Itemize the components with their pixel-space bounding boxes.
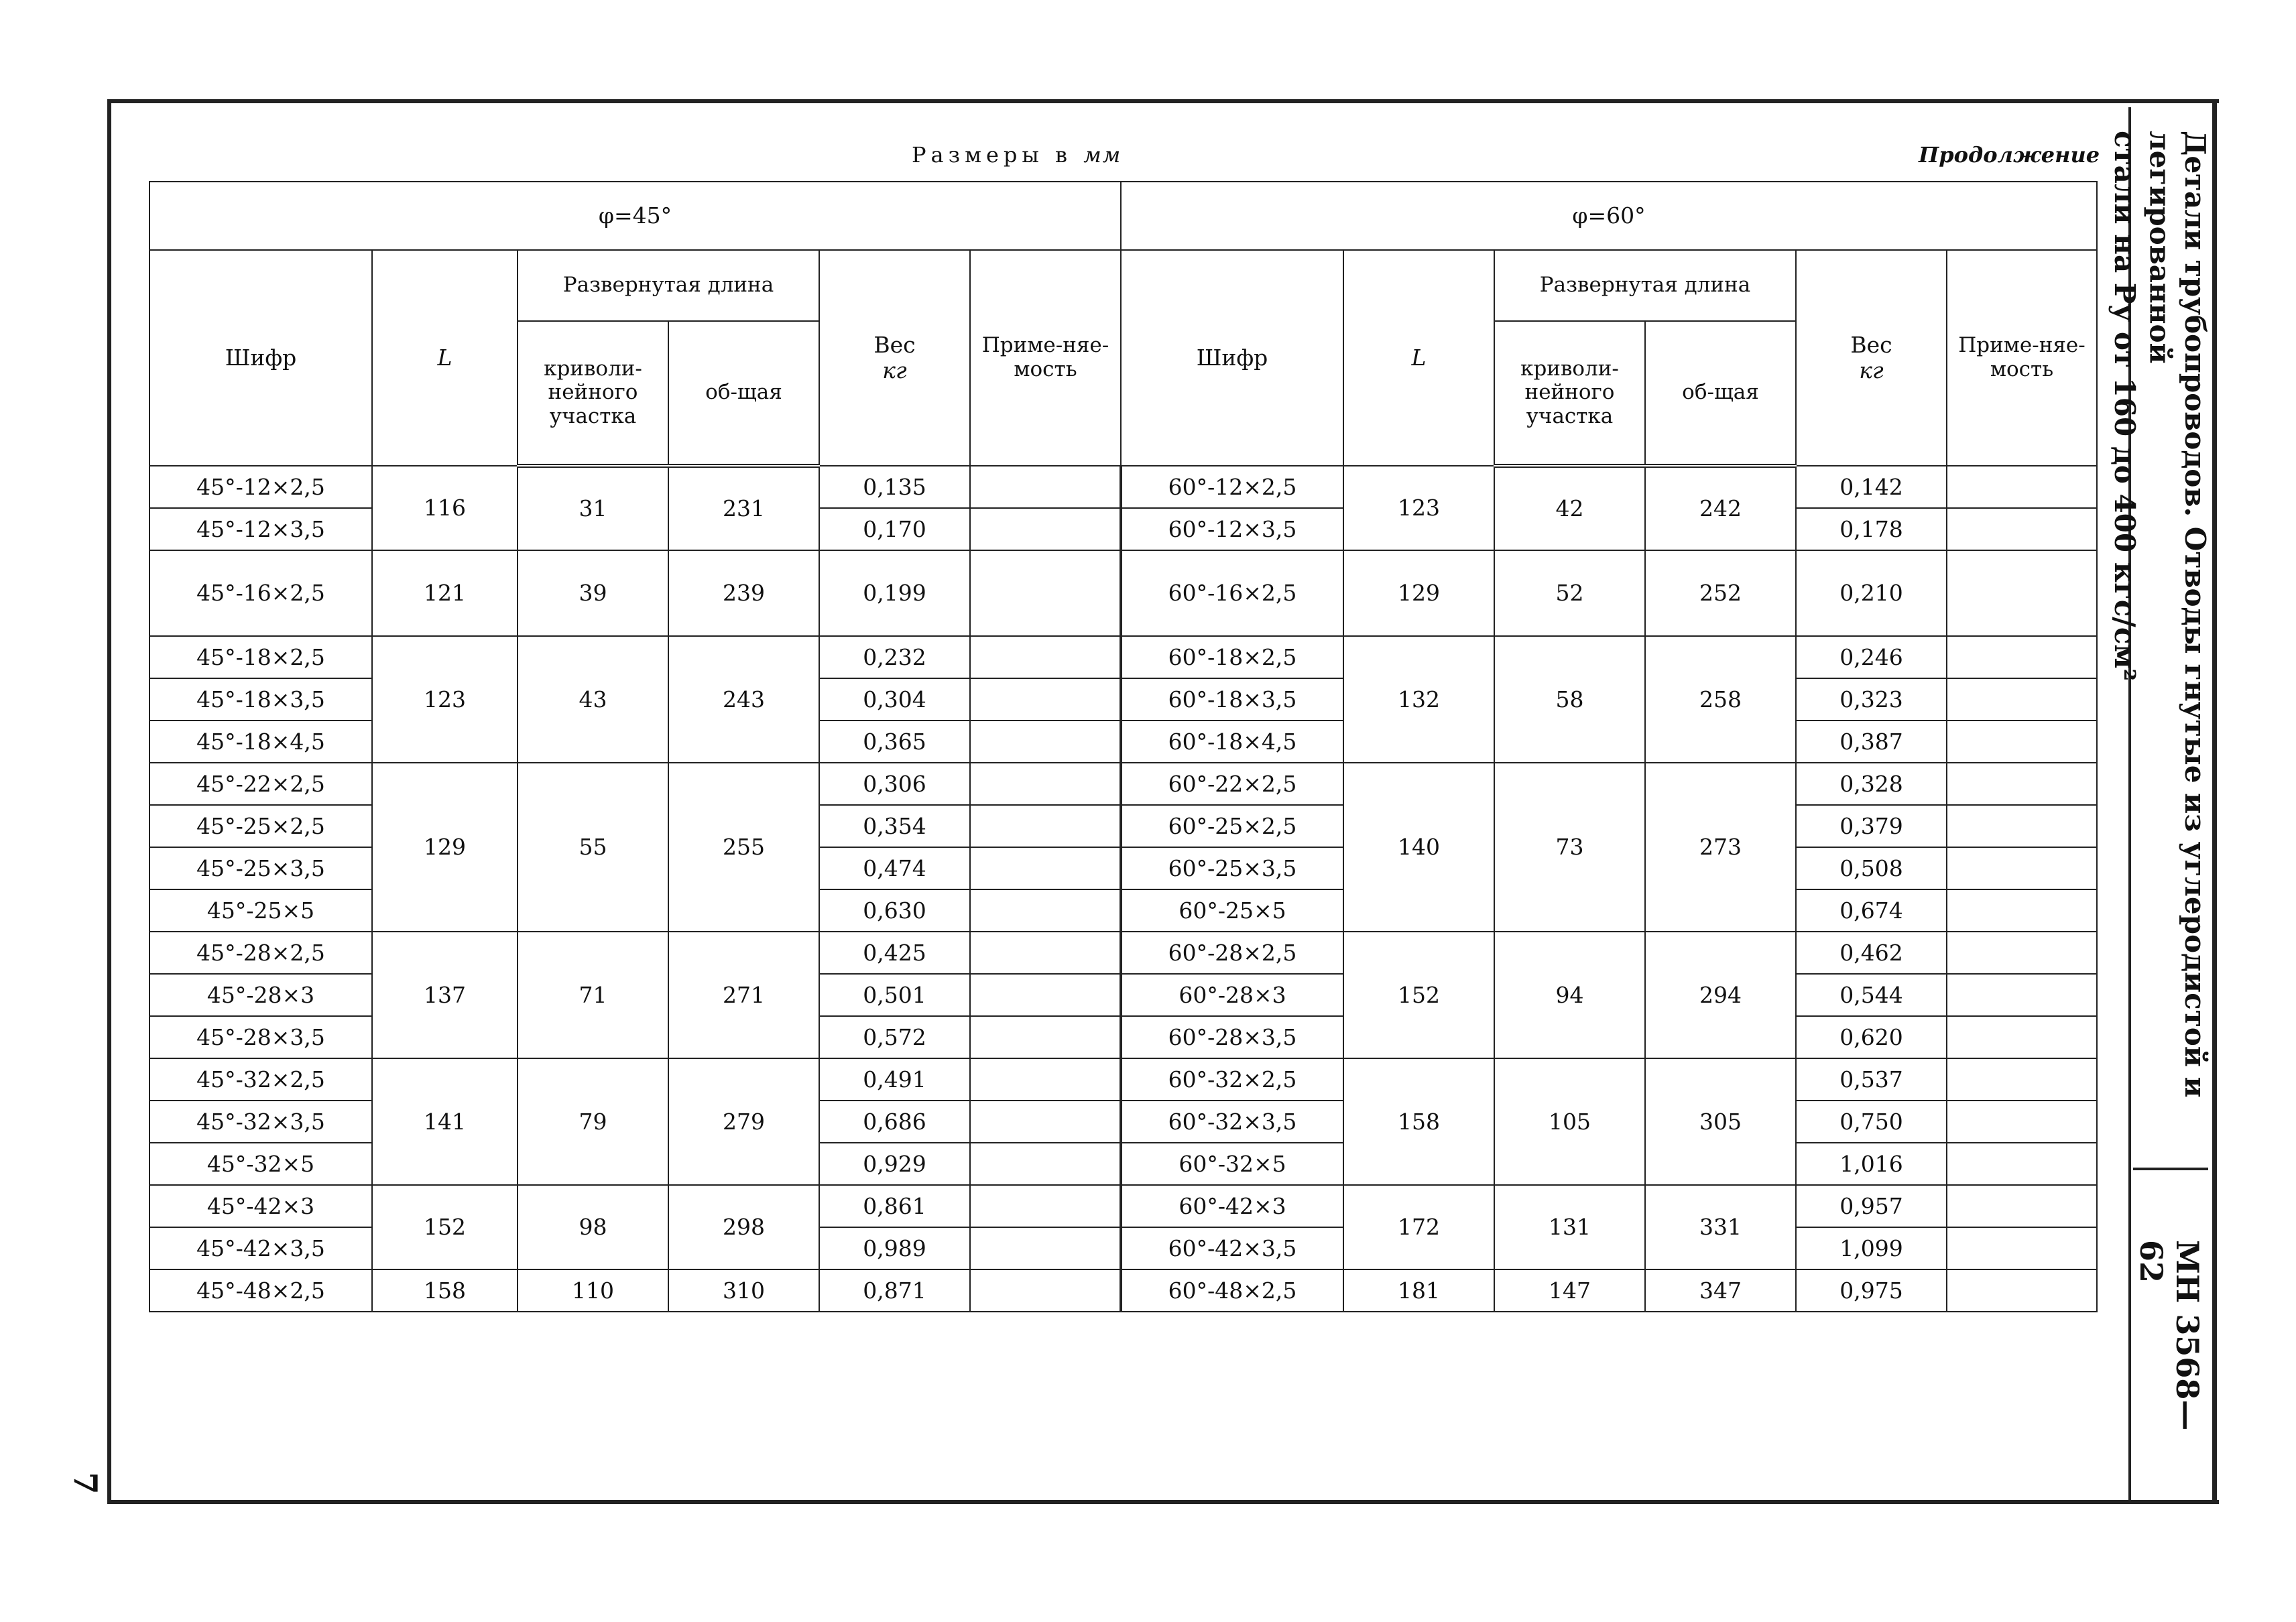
cell-applic-45 — [970, 1227, 1121, 1269]
cell-weight-45: 0,304 — [819, 678, 970, 721]
side-title-line2: стали на Pу от 160 до 400 кгс/см² — [2108, 131, 2141, 682]
cell-total-60: 294 — [1645, 932, 1796, 1058]
header-applic-60: Приме-няе-мость — [1947, 250, 2097, 466]
cell-applic-60 — [1947, 508, 2097, 550]
cell-weight-60: 1,016 — [1796, 1143, 1947, 1185]
cell-L-45: 121 — [372, 550, 518, 636]
cell-weight-45: 0,630 — [819, 889, 970, 932]
cell-L-60: 140 — [1343, 763, 1494, 932]
cell-L-60: 152 — [1343, 932, 1494, 1058]
header-total-60: об-щая — [1645, 321, 1796, 466]
cell-code-45: 45°-32×2,5 — [149, 1058, 372, 1101]
cell-L-60: 158 — [1343, 1058, 1494, 1185]
cell-weight-60: 0,462 — [1796, 932, 1947, 974]
cell-weight-45: 0,861 — [819, 1185, 970, 1227]
side-title-line1: Детали трубопроводов. Отводы гнутые из углеродистой и легированной — [2143, 131, 2212, 1098]
cell-total-60: 242 — [1645, 466, 1796, 550]
cell-curv-45: 79 — [518, 1058, 668, 1185]
cell-applic-45 — [970, 636, 1121, 678]
units-unit: мм — [1083, 142, 1122, 168]
cell-L-45: 129 — [372, 763, 518, 932]
cell-applic-45 — [970, 508, 1121, 550]
cell-applic-45 — [970, 1101, 1121, 1143]
cell-applic-60 — [1947, 763, 2097, 805]
cell-total-60: 331 — [1645, 1185, 1796, 1269]
cell-code-60: 60°-12×3,5 — [1121, 508, 1343, 550]
cell-applic-60 — [1947, 1016, 2097, 1058]
cell-weight-45: 0,199 — [819, 550, 970, 636]
cell-total-60: 273 — [1645, 763, 1796, 932]
cell-weight-60: 0,957 — [1796, 1185, 1947, 1227]
units-label: Размеры в — [912, 142, 1073, 168]
header-curv-45: криволи-нейного участка — [518, 321, 668, 466]
cell-total-45: 255 — [668, 763, 819, 932]
side-panel-divider — [2133, 1168, 2208, 1170]
cell-L-60: 181 — [1343, 1269, 1494, 1312]
cell-applic-45 — [970, 932, 1121, 974]
cell-curv-45: 110 — [518, 1269, 668, 1312]
table-row — [149, 466, 2097, 508]
cell-curv-60: 73 — [1494, 763, 1645, 932]
cell-total-45: 279 — [668, 1058, 819, 1185]
dimensions-table — [149, 181, 2098, 1312]
cell-code-45: 45°-12×2,5 — [149, 466, 372, 508]
cell-weight-45: 0,989 — [819, 1227, 970, 1269]
cell-applic-60 — [1947, 636, 2097, 678]
cell-code-45: 45°-25×5 — [149, 889, 372, 932]
cell-weight-45: 0,354 — [819, 805, 970, 847]
cell-weight-60: 0,379 — [1796, 805, 1947, 847]
cell-total-60: 258 — [1645, 636, 1796, 763]
header-dev-len-45: Развернутая длина — [518, 250, 819, 321]
cell-weight-60: 0,323 — [1796, 678, 1947, 721]
cell-applic-60 — [1947, 847, 2097, 889]
cell-code-60: 60°-48×2,5 — [1121, 1269, 1343, 1312]
cell-code-60: 60°-32×3,5 — [1121, 1101, 1343, 1143]
cell-applic-45 — [970, 550, 1121, 636]
cell-applic-60 — [1947, 974, 2097, 1016]
cell-curv-60: 94 — [1494, 932, 1645, 1058]
cell-curv-45: 43 — [518, 636, 668, 763]
table-row — [149, 1058, 2097, 1101]
header-phi-60: φ=60° — [1121, 182, 2097, 250]
cell-code-45: 45°-18×2,5 — [149, 636, 372, 678]
cell-total-60: 252 — [1645, 550, 1796, 636]
cell-weight-60: 0,387 — [1796, 721, 1947, 763]
cell-applic-45 — [970, 721, 1121, 763]
cell-weight-60: 0,178 — [1796, 508, 1947, 550]
cell-weight-45: 0,232 — [819, 636, 970, 678]
cell-weight-60: 0,508 — [1796, 847, 1947, 889]
cell-code-45: 45°-25×3,5 — [149, 847, 372, 889]
cell-total-45: 239 — [668, 550, 819, 636]
frame-top-border — [107, 99, 2219, 103]
header-code-60: Шифр — [1121, 250, 1343, 466]
units-caption — [912, 142, 1122, 168]
dimensions-table-container — [149, 181, 2096, 1312]
header-weight-60 — [1796, 250, 1947, 466]
cell-L-45: 158 — [372, 1269, 518, 1312]
cell-code-60: 60°-12×2,5 — [1121, 466, 1343, 508]
cell-applic-60 — [1947, 466, 2097, 508]
cell-weight-45: 0,929 — [819, 1143, 970, 1185]
header-applic-45: Приме-няе-мость — [970, 250, 1121, 466]
cell-code-45: 45°-32×5 — [149, 1143, 372, 1185]
cell-applic-45 — [970, 889, 1121, 932]
cell-weight-60: 0,537 — [1796, 1058, 1947, 1101]
cell-code-60: 60°-28×3 — [1121, 974, 1343, 1016]
cell-weight-45: 0,474 — [819, 847, 970, 889]
cell-code-45: 45°-28×2,5 — [149, 932, 372, 974]
cell-curv-60: 147 — [1494, 1269, 1645, 1312]
standard-code: МН 3568—62 — [2133, 1240, 2206, 1431]
cell-applic-45 — [970, 1143, 1121, 1185]
cell-code-60: 60°-32×5 — [1121, 1143, 1343, 1185]
header-total-45: об-щая — [668, 321, 819, 466]
header-curv-60: криволи-нейного участка — [1494, 321, 1645, 466]
cell-weight-45: 0,491 — [819, 1058, 970, 1101]
cell-applic-45 — [970, 678, 1121, 721]
cell-total-45: 310 — [668, 1269, 819, 1312]
cell-curv-45: 31 — [518, 466, 668, 550]
cell-code-60: 60°-18×2,5 — [1121, 636, 1343, 678]
cell-weight-60: 1,099 — [1796, 1227, 1947, 1269]
cell-code-60: 60°-42×3,5 — [1121, 1227, 1343, 1269]
cell-applic-45 — [970, 763, 1121, 805]
cell-total-45: 231 — [668, 466, 819, 550]
cell-applic-45 — [970, 1185, 1121, 1227]
cell-L-45: 123 — [372, 636, 518, 763]
header-L-45 — [372, 250, 518, 466]
cell-L-45: 141 — [372, 1058, 518, 1185]
cell-applic-60 — [1947, 889, 2097, 932]
cell-code-60: 60°-22×2,5 — [1121, 763, 1343, 805]
table-row — [149, 763, 2097, 805]
frame-bottom-border — [107, 1500, 2219, 1504]
cell-code-60: 60°-25×3,5 — [1121, 847, 1343, 889]
cell-applic-60 — [1947, 1269, 2097, 1312]
cell-code-45: 45°-42×3 — [149, 1185, 372, 1227]
cell-applic-60 — [1947, 550, 2097, 636]
cell-code-60: 60°-32×2,5 — [1121, 1058, 1343, 1101]
header-code-45: Шифр — [149, 250, 372, 466]
cell-code-60: 60°-25×2,5 — [1121, 805, 1343, 847]
cell-code-60: 60°-28×2,5 — [1121, 932, 1343, 974]
cell-weight-60: 0,544 — [1796, 974, 1947, 1016]
cell-code-45: 45°-32×3,5 — [149, 1101, 372, 1143]
cell-code-45: 45°-25×2,5 — [149, 805, 372, 847]
cell-code-45: 45°-18×4,5 — [149, 721, 372, 763]
cell-applic-60 — [1947, 1101, 2097, 1143]
cell-weight-45: 0,135 — [819, 466, 970, 508]
cell-weight-60: 0,674 — [1796, 889, 1947, 932]
cell-L-60: 129 — [1343, 550, 1494, 636]
cell-code-45: 45°-18×3,5 — [149, 678, 372, 721]
header-weight-45 — [819, 250, 970, 466]
cell-weight-60: 0,750 — [1796, 1101, 1947, 1143]
table-row — [149, 1269, 2097, 1312]
cell-code-45: 45°-22×2,5 — [149, 763, 372, 805]
cell-applic-60 — [1947, 932, 2097, 974]
header-phi-45: φ=45° — [149, 182, 1121, 250]
cell-code-45: 45°-28×3,5 — [149, 1016, 372, 1058]
cell-weight-45: 0,425 — [819, 932, 970, 974]
cell-weight-45: 0,501 — [819, 974, 970, 1016]
cell-total-45: 298 — [668, 1185, 819, 1269]
cell-L-45: 116 — [372, 466, 518, 550]
cell-L-60: 123 — [1343, 466, 1494, 550]
cell-weight-60: 0,620 — [1796, 1016, 1947, 1058]
cell-applic-45 — [970, 805, 1121, 847]
cell-weight-60: 0,328 — [1796, 763, 1947, 805]
header-L-60-text: L — [1411, 345, 1427, 371]
table-row — [149, 636, 2097, 678]
header-weight-45-text: Вес — [873, 332, 916, 359]
cell-total-45: 243 — [668, 636, 819, 763]
cell-L-60: 172 — [1343, 1185, 1494, 1269]
cell-applic-45 — [970, 466, 1121, 508]
cell-code-45: 45°-12×3,5 — [149, 508, 372, 550]
cell-code-45: 45°-28×3 — [149, 974, 372, 1016]
cell-applic-60 — [1947, 805, 2097, 847]
cell-curv-45: 55 — [518, 763, 668, 932]
cell-curv-45: 98 — [518, 1185, 668, 1269]
cell-weight-60: 0,142 — [1796, 466, 1947, 508]
header-weight-45-unit: кг — [882, 357, 907, 383]
cell-code-60: 60°-16×2,5 — [1121, 550, 1343, 636]
cell-weight-60: 0,246 — [1796, 636, 1947, 678]
cell-code-45: 45°-48×2,5 — [149, 1269, 372, 1312]
header-dev-len-60: Развернутая длина — [1494, 250, 1796, 321]
cell-weight-45: 0,686 — [819, 1101, 970, 1143]
cell-applic-45 — [970, 974, 1121, 1016]
continuation-label: Продолжение — [1919, 142, 2100, 168]
cell-L-45: 152 — [372, 1185, 518, 1269]
cell-weight-60: 0,975 — [1796, 1269, 1947, 1312]
cell-applic-45 — [970, 1016, 1121, 1058]
table-row — [149, 932, 2097, 974]
cell-curv-45: 71 — [518, 932, 668, 1058]
cell-code-60: 60°-25×5 — [1121, 889, 1343, 932]
cell-weight-45: 0,306 — [819, 763, 970, 805]
frame-right-border — [2212, 99, 2217, 1504]
cell-code-45: 45°-42×3,5 — [149, 1227, 372, 1269]
cell-L-60: 132 — [1343, 636, 1494, 763]
cell-total-60: 305 — [1645, 1058, 1796, 1185]
cell-curv-60: 52 — [1494, 550, 1645, 636]
table-row — [149, 1185, 2097, 1227]
cell-code-60: 60°-18×3,5 — [1121, 678, 1343, 721]
table-row — [149, 550, 2097, 636]
header-weight-60-unit: кг — [1859, 357, 1884, 383]
cell-code-60: 60°-18×4,5 — [1121, 721, 1343, 763]
cell-curv-60: 105 — [1494, 1058, 1645, 1185]
side-title — [2108, 131, 2212, 1163]
header-L-45-text: L — [437, 345, 452, 371]
cell-weight-45: 0,170 — [819, 508, 970, 550]
frame-left-border — [107, 99, 111, 1504]
cell-weight-45: 0,572 — [819, 1016, 970, 1058]
cell-applic-60 — [1947, 678, 2097, 721]
page-number: 7 — [66, 1472, 104, 1495]
cell-total-60: 347 — [1645, 1269, 1796, 1312]
cell-code-60: 60°-42×3 — [1121, 1185, 1343, 1227]
cell-applic-45 — [970, 1058, 1121, 1101]
cell-applic-45 — [970, 1269, 1121, 1312]
cell-total-45: 271 — [668, 932, 819, 1058]
header-weight-60-text: Вес — [1850, 332, 1892, 359]
cell-L-45: 137 — [372, 932, 518, 1058]
cell-code-60: 60°-28×3,5 — [1121, 1016, 1343, 1058]
cell-weight-45: 0,365 — [819, 721, 970, 763]
cell-applic-60 — [1947, 1058, 2097, 1101]
table-body — [149, 466, 2097, 1312]
cell-curv-60: 131 — [1494, 1185, 1645, 1269]
cell-curv-60: 58 — [1494, 636, 1645, 763]
cell-weight-45: 0,871 — [819, 1269, 970, 1312]
header-L-60 — [1343, 250, 1494, 466]
cell-weight-60: 0,210 — [1796, 550, 1947, 636]
cell-applic-60 — [1947, 721, 2097, 763]
cell-applic-45 — [970, 847, 1121, 889]
cell-code-45: 45°-16×2,5 — [149, 550, 372, 636]
cell-applic-60 — [1947, 1227, 2097, 1269]
cell-applic-60 — [1947, 1185, 2097, 1227]
cell-curv-60: 42 — [1494, 466, 1645, 550]
cell-curv-45: 39 — [518, 550, 668, 636]
cell-applic-60 — [1947, 1143, 2097, 1185]
